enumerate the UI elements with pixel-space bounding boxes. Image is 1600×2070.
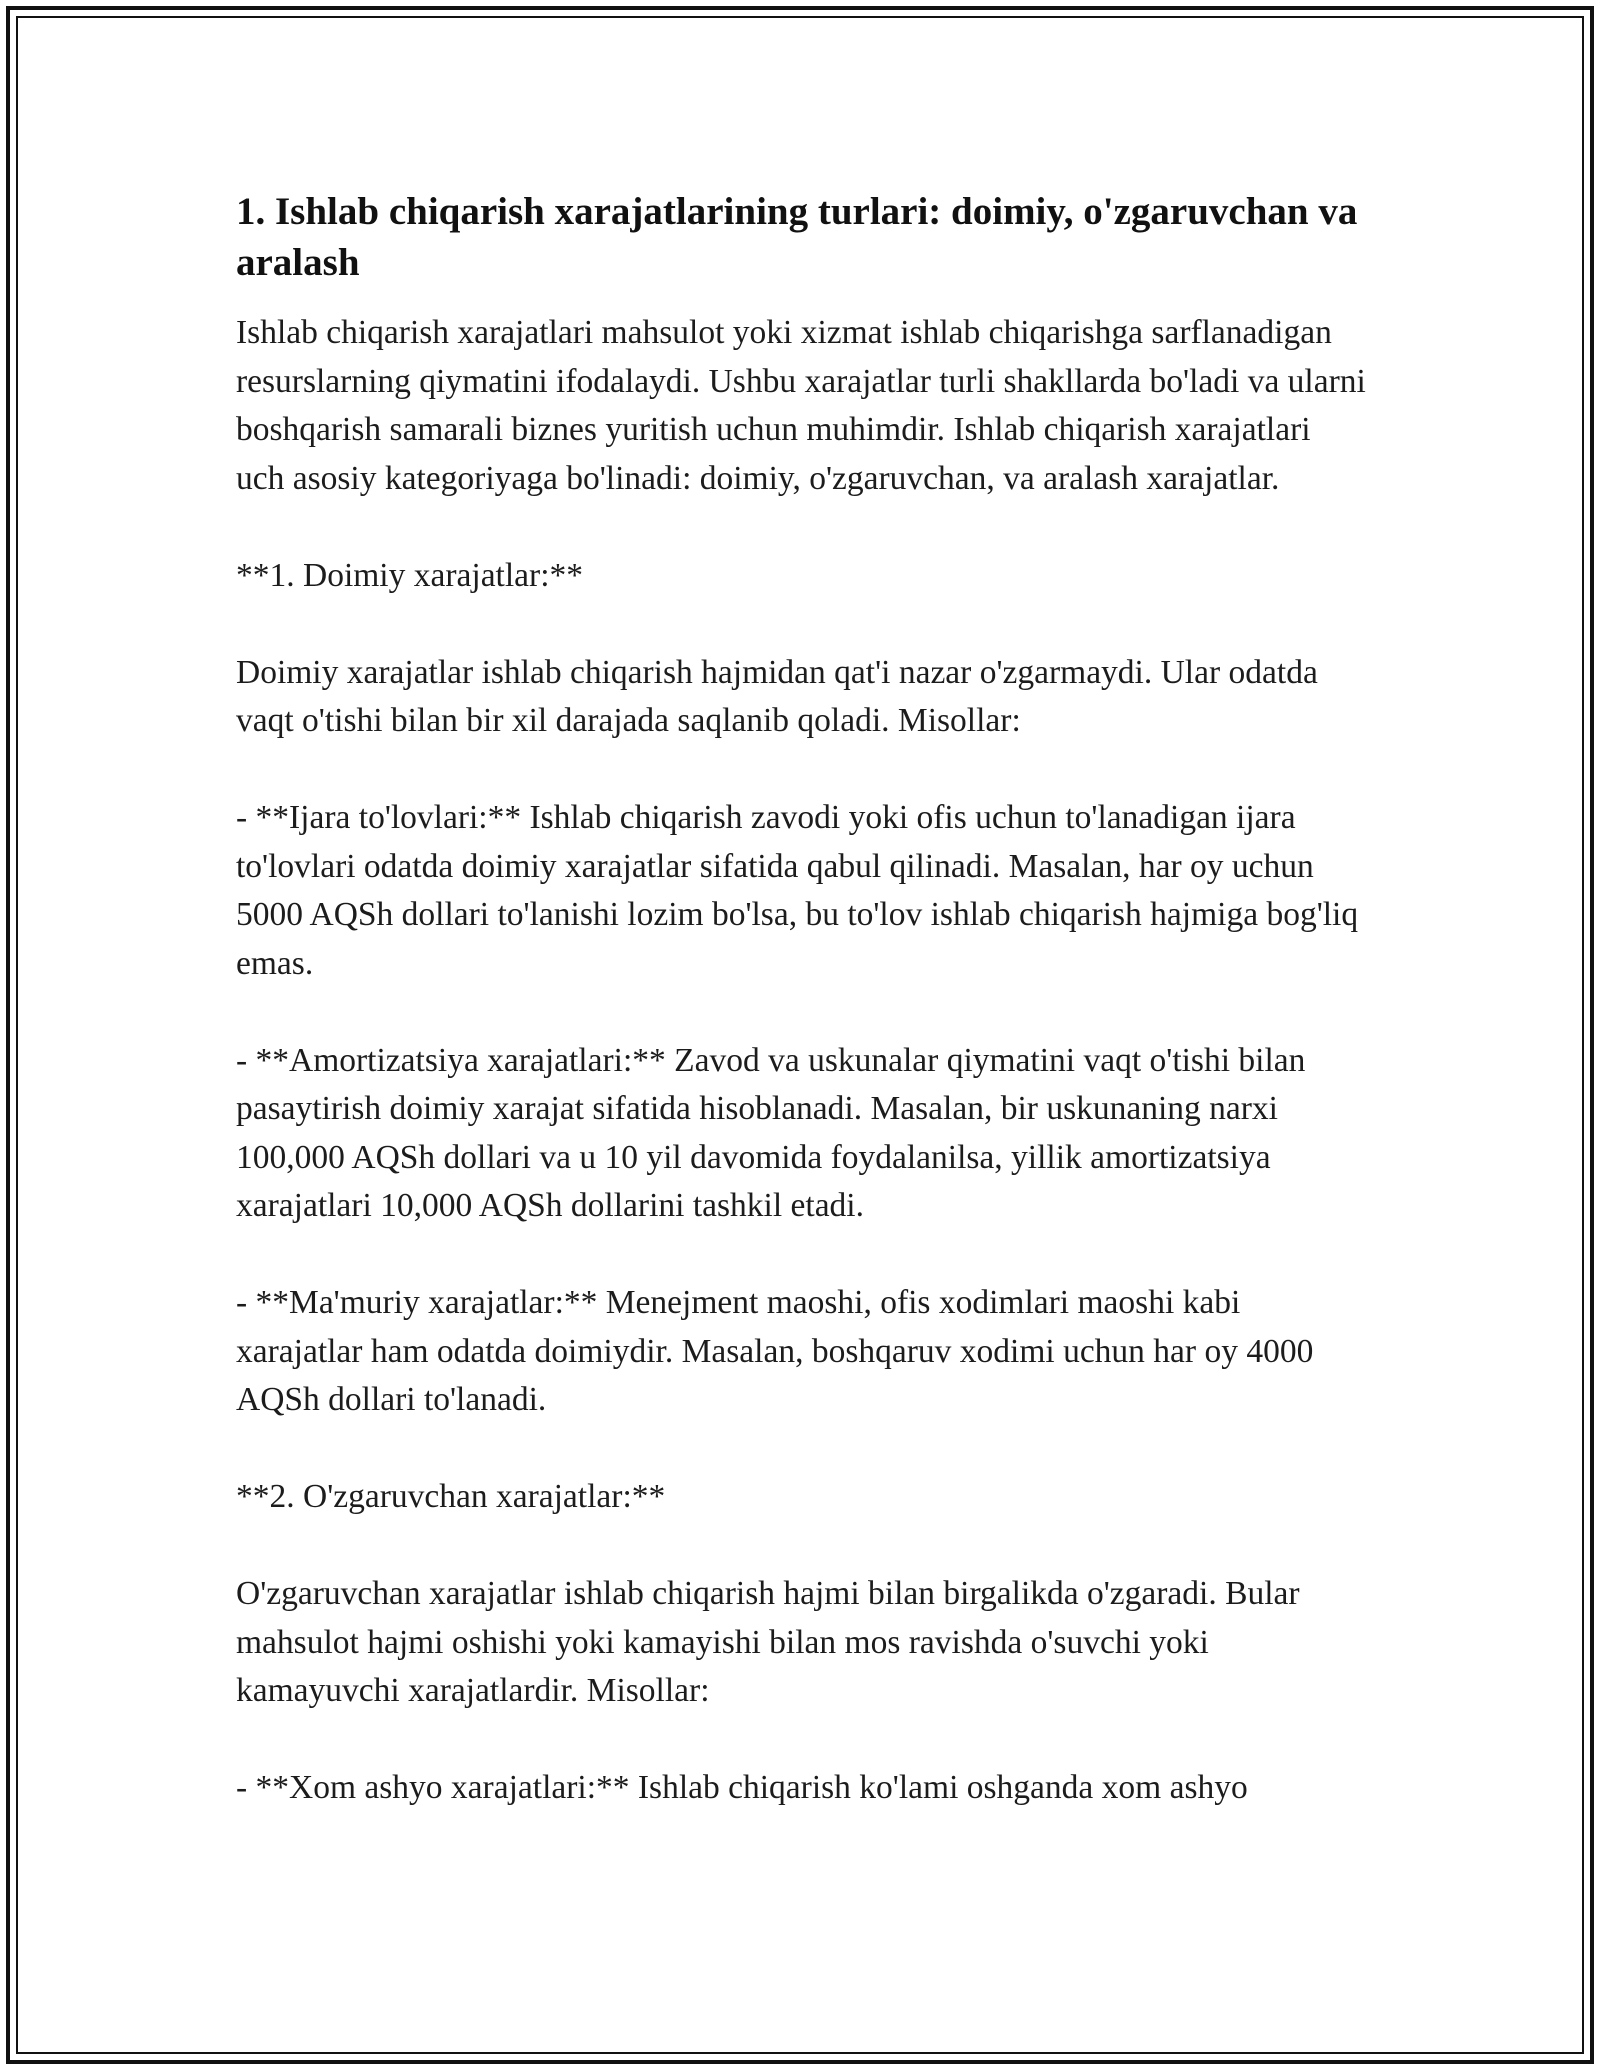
subheading-fixed-costs: **1. Doimiy xarajatlar:** [236, 556, 584, 594]
list-item-depreciation: - **Amortizatsiya xarajatlari:** Zavod va uskunalar qiymatini vaqt o'tishi bilan pasaytirish doimiy xarajat sifatida hisoblanadi. Masalan, bir uskunaning narxi 100,000 AQSh dollari va u 10 yil davomida foydalanilsa, yillik amortizatsiya xarajatlari 10,000 AQSh dollarini tashkil etadi. [236, 1041, 1306, 1224]
list-item-rent: - **Ijara to'lovlari:** Ishlab chiqarish zavodi yoki ofis uchun to'lanadigan ijara to'lovlari odatda doimiy xarajatlar sifatida qabul qilinadi. Masalan, har oy uchun 5000 AQSh dollari to'lanishi lozim bo'lsa, bu to'lov ishlab chiqarish hajmiga bog'liq emas. [236, 799, 1359, 982]
subheading-variable-costs: **2. O'zgaruvchan xarajatlar:** [236, 1478, 666, 1515]
list-item-raw-materials: - **Xom ashyo xarajatlari:** Ishlab chiqarish ko'lami oshganda xom ashyo [236, 1769, 1248, 1806]
fixed-costs-paragraph: Doimiy xarajatlar ishlab chiqarish hajmidan qat'i nazar o'zgarmaydi. Ular odatda vaqt o'tishi bilan bir xil darajada saqlanib qoladi. Misollar: [236, 653, 1318, 739]
list-item-administrative: - **Ma'muriy xarajatlar:** Menejment maoshi, ofis xodimlari maoshi kabi xarajatlar ham odatda doimiydir. Masalan, boshqaruv xodimi uchun har oy 4000 AQSh dollari to'lanadi. [236, 1284, 1314, 1418]
document-body [236, 186, 1366, 1861]
intro-paragraph: Ishlab chiqarish xarajatlari mahsulot yoki xizmat ishlab chiqarishga sarflanadigan resurslarning qiymatini ifodalaydi. Ushbu xarajatlar turli shakllarda bo'ladi va ularni boshqarish samarali biznes yuritish uchun muhimdir. Ishlab chiqarish xarajatlari uch asosiy kategoriyaga bo'linadi: doimiy, o'zgaruvchan, va aralash xarajatlar. [236, 314, 1366, 497]
section-heading: 1. Ishlab chiqarish xarajatlarining turlari: doimiy, o'zgaruvchan va aralash [236, 190, 1358, 284]
variable-costs-paragraph: O'zgaruvchan xarajatlar ishlab chiqarish hajmi bilan birgalikda o'zgaradi. Bular mahsulot hajmi oshishi yoki kamayishi bilan mos ravishda o'suvchi yoki kamayuvchi xarajatlardir. Misollar: [236, 1575, 1300, 1709]
